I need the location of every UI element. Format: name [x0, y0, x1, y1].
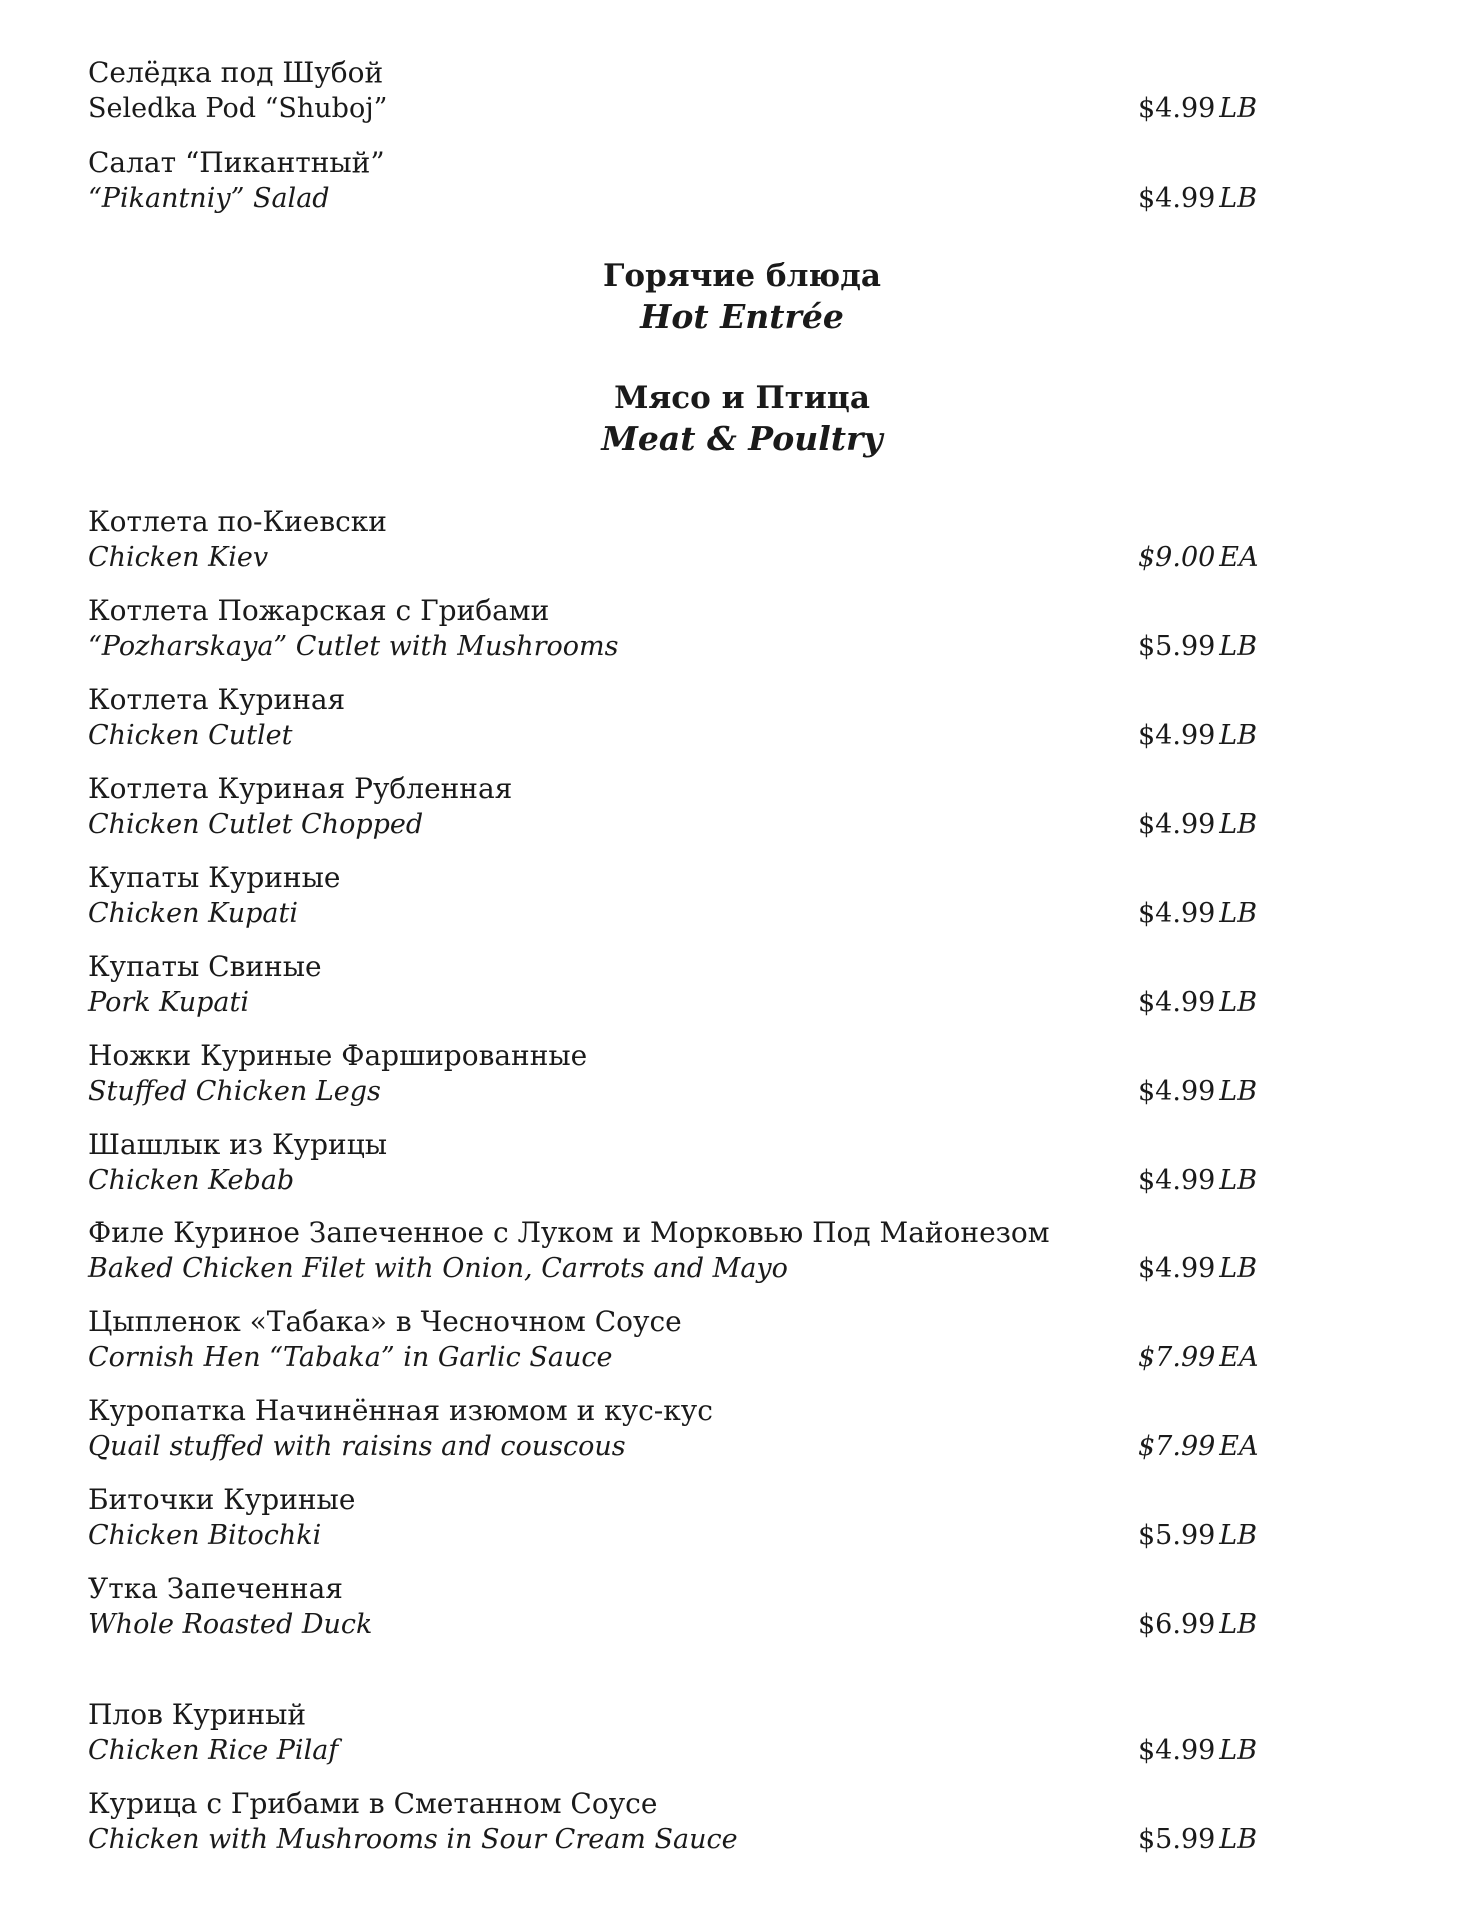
price-amount: $5.99 — [1138, 1824, 1216, 1855]
menu-item — [88, 1216, 1268, 1286]
price-unit: LB — [1219, 809, 1258, 840]
item-name-ru: Селёдка под Шубой — [88, 56, 384, 89]
item-name-ru: Ножки Куриные Фаршированные — [88, 1039, 588, 1072]
item-name-ru: Купаты Свиные — [88, 950, 322, 983]
price-amount: $4.99 — [1138, 720, 1216, 751]
item-name-ru: Куропатка Начинённая изюмом и кус-кус — [88, 1394, 713, 1427]
price-amount: $5.99 — [1138, 1520, 1216, 1551]
menu-item — [88, 1394, 1268, 1464]
item-price — [1138, 630, 1257, 664]
price-amount: $4.99 — [1138, 898, 1216, 929]
menu-item — [88, 1039, 1268, 1109]
price-unit: EA — [1219, 1342, 1259, 1373]
item-name-en: Stuffed Chicken Legs — [88, 1076, 381, 1107]
item-price — [1138, 1341, 1259, 1375]
menu-item — [88, 146, 1268, 216]
item-name-en: Chicken Rice Pilaf — [88, 1735, 339, 1766]
menu-item — [88, 1483, 1268, 1553]
item-name-en: Quail stuffed with raisins and couscous — [88, 1431, 626, 1462]
item-name-en: “Pikantniy” Salad — [88, 183, 330, 214]
item-name-en: “Pozharskaya” Cutlet with Mushrooms — [88, 631, 619, 662]
price-amount: $7.99 — [1138, 1431, 1216, 1462]
item-name-en: Chicken with Mushrooms in Sour Cream Sauce — [88, 1824, 738, 1855]
menu-item — [88, 505, 1268, 575]
item-name-en: Chicken Kebab — [88, 1165, 295, 1196]
item-name-ru: Курица с Грибами в Сметанном Соусе — [88, 1787, 658, 1820]
price-unit: LB — [1219, 183, 1258, 214]
section-title-ru: Горячие блюда — [603, 258, 881, 294]
menu-item — [88, 861, 1268, 931]
item-price — [1138, 1075, 1257, 1109]
price-amount: $6.99 — [1138, 1609, 1216, 1640]
section-title-en: Meat & Poultry — [601, 419, 883, 458]
price-unit: LB — [1219, 631, 1258, 662]
menu-item — [88, 772, 1268, 842]
section-title-en: Hot Entrée — [640, 297, 844, 336]
price-amount: $7.99 — [1138, 1342, 1216, 1373]
item-price — [1138, 541, 1259, 575]
item-name-ru: Биточки Куриные — [88, 1483, 356, 1516]
price-amount: $4.99 — [1138, 93, 1216, 124]
price-amount: $9.00 — [1138, 542, 1216, 573]
item-price — [1138, 1608, 1257, 1642]
menu-item — [88, 1787, 1268, 1857]
item-name-en: Seledka Pod “Shuboj” — [88, 93, 388, 124]
price-amount: $4.99 — [1138, 183, 1216, 214]
price-amount: $5.99 — [1138, 631, 1216, 662]
price-amount: $4.99 — [1138, 1076, 1216, 1107]
item-price — [1138, 182, 1257, 216]
price-amount: $4.99 — [1138, 809, 1216, 840]
price-unit: EA — [1219, 1431, 1259, 1462]
price-unit: LB — [1219, 1076, 1258, 1107]
price-unit: EA — [1219, 542, 1259, 573]
section-heading-meat — [0, 378, 1484, 460]
menu-item — [88, 56, 1268, 126]
item-name-en: Pork Kupati — [88, 987, 250, 1018]
item-name-en: Baked Chicken Filet with Onion, Carrots and Mayo — [88, 1253, 788, 1284]
price-unit: LB — [1219, 987, 1258, 1018]
section-heading-hot — [0, 256, 1484, 338]
item-name-ru: Котлета по-Киевски — [88, 505, 387, 538]
item-name-en: Cornish Hen “Tabaka” in Garlic Sauce — [88, 1342, 613, 1373]
price-amount: $4.99 — [1138, 987, 1216, 1018]
item-name-en: Chicken Cutlet Chopped — [88, 809, 424, 840]
item-name-en: Chicken Bitochki — [88, 1520, 322, 1551]
price-unit: LB — [1219, 1609, 1258, 1640]
item-name-ru: Купаты Куриные — [88, 861, 341, 894]
item-price — [1138, 1164, 1257, 1198]
price-unit: LB — [1219, 898, 1258, 929]
section-title-ru: Мясо и Птица — [614, 380, 870, 416]
item-price — [1138, 92, 1257, 126]
item-price — [1138, 1823, 1257, 1857]
price-unit: LB — [1219, 1253, 1258, 1284]
price-unit: LB — [1219, 93, 1258, 124]
menu-item — [88, 1698, 1268, 1768]
item-name-ru: Котлета Пожарская с Грибами — [88, 594, 550, 627]
menu-item — [88, 594, 1268, 664]
item-name-en: Chicken Kiev — [88, 542, 269, 573]
price-unit: LB — [1219, 1735, 1258, 1766]
item-price — [1138, 719, 1257, 753]
item-name-en: Chicken Cutlet — [88, 720, 293, 751]
item-name-ru: Плов Куриный — [88, 1698, 307, 1731]
price-unit: LB — [1219, 720, 1258, 751]
item-price — [1138, 1252, 1257, 1286]
menu-item — [88, 950, 1268, 1020]
item-price — [1138, 986, 1257, 1020]
menu-item — [88, 1305, 1268, 1375]
price-unit: LB — [1219, 1824, 1258, 1855]
item-price — [1138, 1734, 1257, 1768]
item-name-en: Chicken Kupati — [88, 898, 298, 929]
item-name-ru: Котлета Куриная Рубленная — [88, 772, 513, 805]
item-name-ru: Шашлык из Курицы — [88, 1128, 388, 1161]
item-price — [1138, 897, 1257, 931]
item-name-ru: Утка Запеченная — [88, 1572, 343, 1605]
menu-item — [88, 1128, 1268, 1198]
item-name-ru: Цыпленок «Табака» в Чесночном Соусе — [88, 1305, 682, 1338]
menu-item — [88, 1572, 1268, 1642]
item-name-ru: Филе Куриное Запеченное с Луком и Морковью Под Майонезом — [88, 1216, 1050, 1249]
price-amount: $4.99 — [1138, 1735, 1216, 1766]
price-unit: LB — [1219, 1165, 1258, 1196]
item-price — [1138, 1519, 1257, 1553]
item-price — [1138, 1430, 1259, 1464]
item-name-ru: Котлета Куриная — [88, 683, 346, 716]
item-price — [1138, 808, 1257, 842]
menu-item — [88, 683, 1268, 753]
price-amount: $4.99 — [1138, 1253, 1216, 1284]
item-name-ru: Салат “Пикантный” — [88, 146, 385, 179]
item-name-en: Whole Roasted Duck — [88, 1609, 373, 1640]
price-amount: $4.99 — [1138, 1165, 1216, 1196]
price-unit: LB — [1219, 1520, 1258, 1551]
